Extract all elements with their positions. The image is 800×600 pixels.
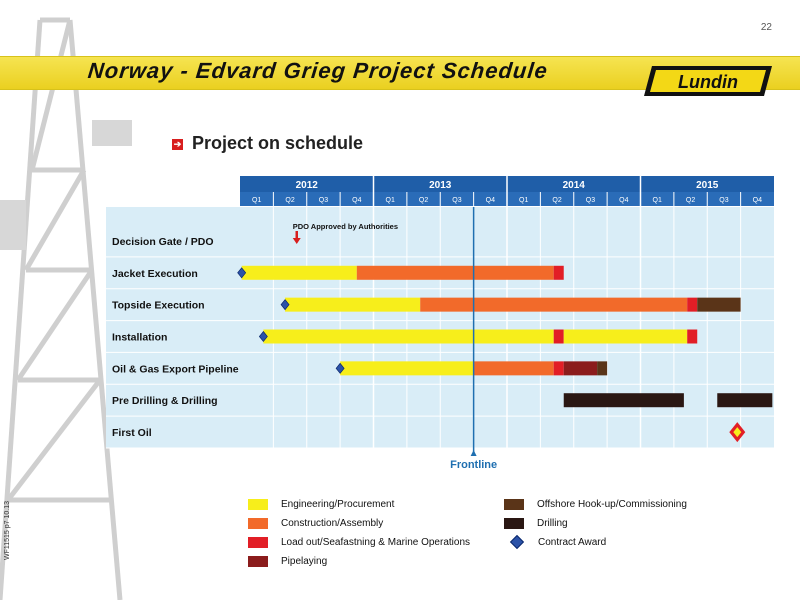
row-label: Oil & Gas Export Pipeline	[112, 363, 239, 376]
quarter-label: Q3	[452, 197, 462, 204]
legend-label: Load out/Seafastning & Marine Operations	[281, 536, 471, 548]
quarter-label: Q4	[619, 197, 629, 204]
schedule-bar-hookup	[697, 298, 740, 312]
quarter-label: Q4	[485, 197, 495, 204]
legend-item-construction	[248, 515, 383, 531]
logo-text: Lundin	[678, 72, 738, 92]
legend-label: Engineering/Procurement	[281, 498, 395, 510]
quarter-label: Q2	[552, 197, 562, 204]
schedule-bar-drilling	[564, 393, 684, 407]
legend-label: Offshore Hook-up/Commissioning	[537, 498, 687, 510]
schedule-bar-loadout	[554, 266, 564, 280]
schedule-bar-pipelaying	[564, 361, 597, 375]
frontline-arrow-icon	[471, 450, 477, 456]
row-label: Pre Drilling & Drilling	[112, 395, 218, 408]
subheading: Project on schedule	[192, 133, 364, 153]
legend-item-engineering	[248, 496, 394, 512]
schedule-bar-construction	[357, 266, 554, 280]
row-label: Topside Execution	[112, 299, 205, 312]
legend-swatch	[248, 556, 268, 567]
year-label: 2012	[295, 180, 318, 191]
legend-label: Pipelaying	[281, 555, 328, 567]
schedule-bar-engineering	[564, 330, 687, 344]
pdo-annotation: PDO Approved by Authorities	[292, 222, 399, 231]
legend-swatch	[248, 537, 268, 548]
year-label: 2013	[429, 180, 452, 191]
chart-legend	[248, 496, 718, 576]
schedule-bar-loadout	[687, 298, 697, 312]
page-number: 22	[760, 22, 772, 33]
legend-swatch	[248, 499, 268, 510]
quarter-label: Q4	[352, 197, 362, 204]
arrow-bullet-icon: ➔	[173, 139, 182, 149]
frontline-label: Frontline	[450, 459, 498, 471]
legend-label: Contract Award	[538, 536, 607, 548]
schedule-bar-loadout	[554, 361, 564, 375]
quarter-label: Q2	[685, 197, 696, 204]
quarter-label: Q3	[585, 197, 596, 204]
legend-swatch	[248, 518, 268, 529]
quarter-label: Q1	[385, 197, 395, 204]
year-label: 2015	[696, 180, 719, 191]
legend-item-loadout	[248, 534, 470, 550]
schedule-bar-engineering	[242, 266, 357, 280]
schedule-bar-loadout	[554, 330, 564, 344]
legend-swatch	[504, 499, 524, 510]
schedule-bar-loadout	[687, 330, 697, 344]
contract-award-icon	[510, 535, 524, 549]
schedule-bar-drilling	[717, 393, 772, 407]
schedule-bar-engineering	[285, 298, 420, 312]
quarter-label: Q1	[652, 197, 662, 204]
legend-swatch	[504, 518, 524, 529]
quarter-label: Q3	[719, 197, 729, 204]
legend-label: Drilling	[537, 517, 568, 529]
quarter-label: Q1	[519, 197, 529, 204]
schedule-bar-construction	[420, 298, 687, 312]
schedule-bar-construction	[474, 361, 554, 375]
row-label: Decision Gate / PDO	[112, 235, 214, 248]
schedule-bar-hookup	[597, 361, 607, 375]
quarter-label: Q3	[318, 197, 329, 204]
quarter-label: Q1	[252, 197, 262, 204]
document-code: WF11515 p7 10.13	[4, 500, 11, 560]
legend-item-pipelaying	[248, 553, 327, 569]
row-label: Jacket Execution	[112, 267, 198, 280]
row-label: Installation	[112, 331, 168, 344]
schedule-bar-engineering	[340, 361, 474, 375]
legend-item-contract	[504, 534, 606, 550]
legend-label: Construction/Assembly	[281, 517, 384, 529]
year-label: 2014	[562, 180, 585, 191]
legend-item-drilling	[504, 515, 568, 531]
legend-item-hookup	[504, 496, 687, 512]
quarter-label: Q2	[418, 197, 429, 204]
quarter-label: Q4	[752, 197, 762, 204]
schedule-bar-engineering	[263, 330, 553, 344]
quarter-label: Q2	[285, 197, 295, 204]
slide-title: Norway - Edvard Grieg Project Schedule	[86, 58, 550, 83]
row-label: First Oil	[112, 427, 152, 440]
